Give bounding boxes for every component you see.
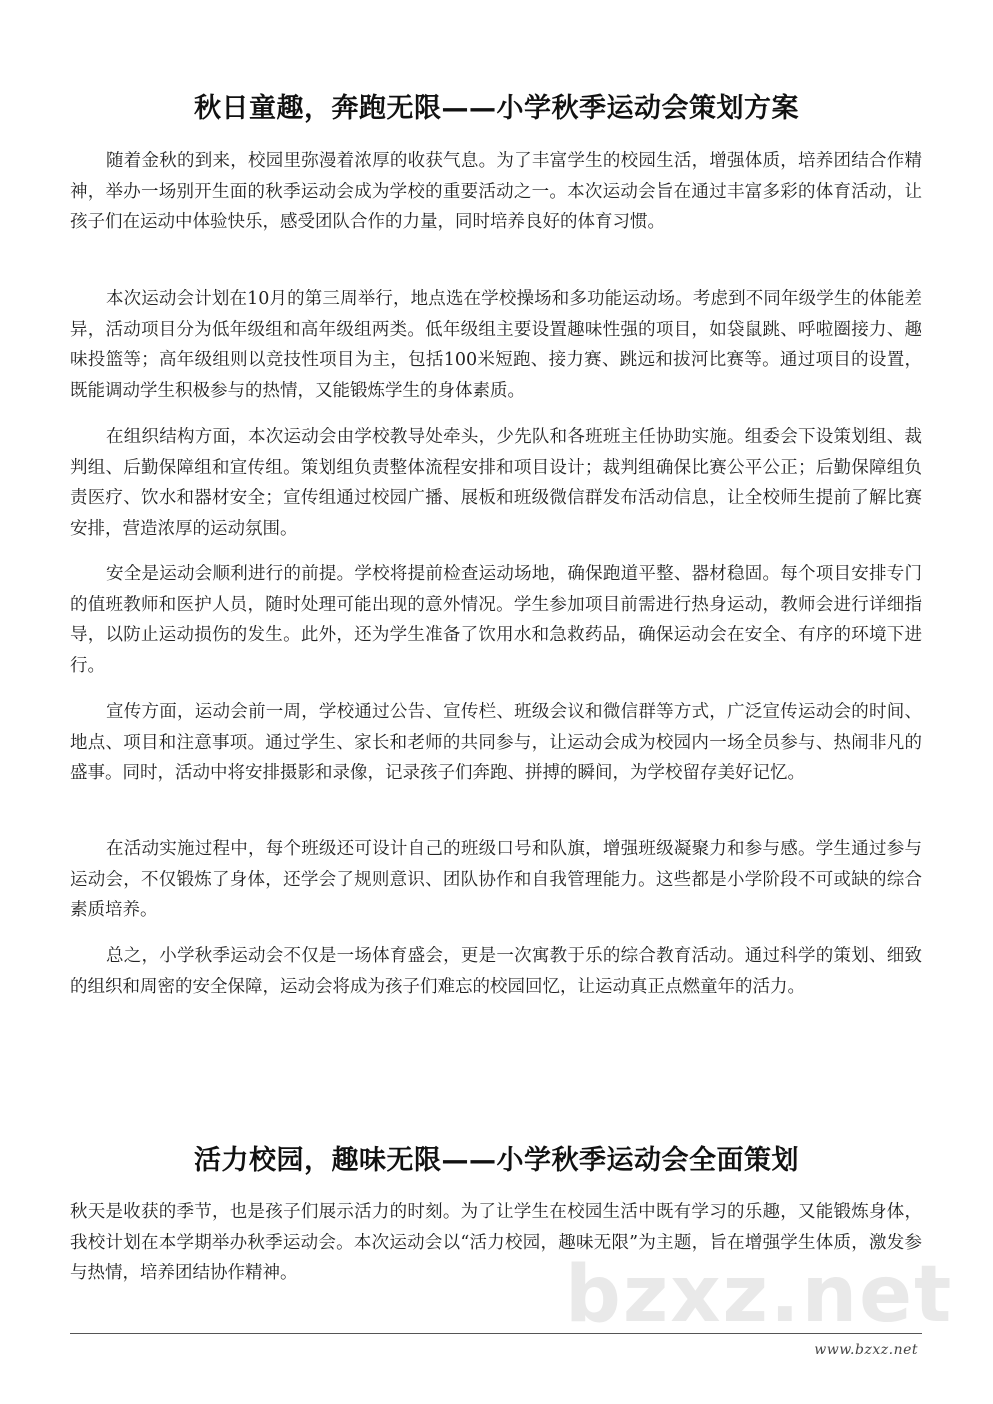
section-1-paragraph-7: 总之，小学秋季运动会不仅是一场体育盛会，更是一次寓教于乐的综合教育活动。通过科学的策划、细致的组织和周密的安全保障，运动会将成为孩子们难忘的校园回忆，让运动真正点燃童年的活力。 bbox=[70, 946, 922, 997]
section-1-title: 秋日童趣，奔跑无限——小学秋季运动会策划方案 bbox=[194, 93, 799, 124]
section-1-paragraph-1: 随着金秋的到来，校园里弥漫着浓厚的收获气息。为了丰富学生的校园生活，增强体质，培养团结合作精神，举办一场别开生面的秋季运动会成为学校的重要活动之一。本次运动会旨在通过丰富多彩的体育活动，让孩子们在运动中体验快乐，感受团队合作的力量，同时培养良好的体育习惯。 bbox=[70, 151, 922, 232]
section-1-paragraph-6: 在活动实施过程中，每个班级还可设计自己的班级口号和队旗，增强班级凝聚力和参与感。学生通过参与运动会，不仅锻炼了身体，还学会了规则意识、团队协作和自我管理能力。这些都是小学阶段不可或缺的综合素质培养。 bbox=[70, 839, 922, 920]
footer-url: www.bzxz.net bbox=[814, 1342, 918, 1358]
section-2-title: 活力校园，趣味无限——小学秋季运动会全面策划 bbox=[194, 1145, 799, 1176]
section-1-paragraph-5: 宣传方面，运动会前一周，学校通过公告、宣传栏、班级会议和微信群等方式，广泛宣传运动会的时间、地点、项目和注意事项。通过学生、家长和老师的共同参与，让运动会成为校园内一场全员参与、热闹非凡的盛事。同时，活动中将安排摄影和录像，记录孩子们奔跑、拼搏的瞬间，为学校留存美好记忆。 bbox=[70, 702, 922, 783]
section-1-paragraph-3: 在组织结构方面，本次运动会由学校教导处牵头，少先队和各班班主任协助实施。组委会下设策划组、裁判组、后勤保障组和宣传组。策划组负责整体流程安排和项目设计；裁判组确保比赛公平公正；后勤保障组负责医疗、饮水和器材安全；宣传组通过校园广播、展板和班级微信群发布活动信息，让全校师生提前了解比赛安排，营造浓厚的运动氛围。 bbox=[70, 427, 922, 539]
section-1-paragraph-4: 安全是运动会顺利进行的前提。学校将提前检查运动场地，确保跑道平整、器材稳固。每个项目安排专门的值班教师和医护人员，随时处理可能出现的意外情况。学生参加项目前需进行热身运动，教师会进行详细指导，以防止运动损伤的发生。此外，还为学生准备了饮用水和急救药品，确保运动会在安全、有序的环境下进行。 bbox=[70, 564, 922, 676]
footer-divider bbox=[70, 1333, 922, 1334]
section-1-paragraph-2: 本次运动会计划在10月的第三周举行，地点选在学校操场和多功能运动场。考虑到不同年级学生的体能差异，活动项目分为低年级组和高年级组两类。低年级组主要设置趣味性强的项目，如袋鼠跳、呼啦圈接力、趣味投篮等；高年级组则以竞技性项目为主，包括100米短跑、接力赛、跳远和拔河比赛等。通过项目的设置，既能调动学生积极参与的热情，又能锻炼学生的身体素质。 bbox=[70, 289, 922, 401]
watermark: bzxz.net bbox=[565, 1250, 954, 1340]
section-2-paragraph-1: 秋天是收获的季节，也是孩子们展示活力的时刻。为了让学生在校园生活中既有学习的乐趣，又能锻炼身体，我校计划在本学期举办秋季运动会。本次运动会以“活力校园，趣味无限”为主题，旨在增强学生体质，激发参与热情，培养团结协作精神。 bbox=[70, 1202, 922, 1283]
